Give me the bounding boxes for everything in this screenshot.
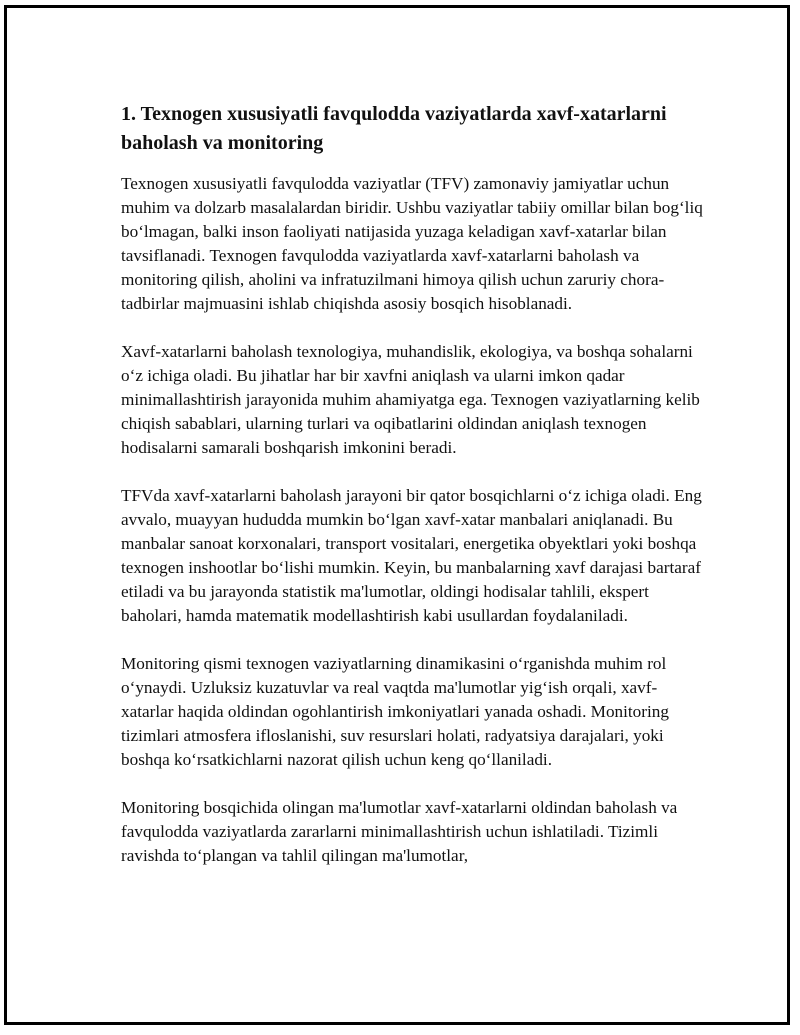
- paragraph-2: Xavf-xatarlarni baholash texnologiya, muhandislik, ekologiya, va boshqa sohalarni o‘z ichiga oladi. Bu jihatlar har bir xavfni aniqlash va ularni imkon qadar minimallashtirish jarayonida muhim ahamiyatga ega. Texnogen vaziyatlarning kelib chiqish sabablari, ularning turlari va oqibatlarini oldindan aniqlash texnogen hodisalarni samarali boshqarish imkonini beradi.: [121, 342, 700, 457]
- paragraph-1: Texnogen xususiyatli favqulodda vaziyatlar (TFV) zamonaviy jamiyatlar uchun muhim va dolzarb masalalardan biridir. Ushbu vaziyatlar tabiiy omillar bilan bog‘liq bo‘lmagan, balki inson faoliyati natijasida yuzaga keladigan xavf-xatarlar bilan tavsiflanadi. Texnogen favqulodda vaziyatlarda xavf-xatarlarni baholash va monitoring qilish, aholini va infratuzilmani himoya qilish uchun zaruriy chora-tadbirlar majmuasini ishlab chiqishda asosiy bosqich hisoblanadi.: [121, 174, 703, 313]
- document-body: [121, 100, 706, 892]
- page-frame: [4, 5, 790, 1025]
- paragraph-5: Monitoring bosqichida olingan ma'lumotlar xavf-xatarlarni oldindan baholash va favqulodda vaziyatlarda zararlarni minimallashtirish uchun ishlatiladi. Tizimli ravishda to‘plangan va tahlil qilingan ma'lumotlar,: [121, 798, 678, 865]
- paragraph-4: Monitoring qismi texnogen vaziyatlarning dinamikasini o‘rganishda muhim rol o‘ynaydi. Uzluksiz kuzatuvlar va real vaqtda ma'lumotlar yig‘ish orqali, xavf-xatarlar haqida oldindan ogohlantirish imkoniyatlari yanada oshadi. Monitoring tizimlari atmosfera ifloslanishi, suv resurslari holati, radyatsiya darajalari, yoki boshqa ko‘rsatkichlarni nazorat qilish uchun keng qo‘llaniladi.: [121, 654, 669, 769]
- document-title: 1. Texnogen xususiyatli favqulodda vaziyatlarda xavf-xatarlarni baholash va monitoring: [121, 103, 667, 154]
- paragraph-3: TFVda xavf-xatarlarni baholash jarayoni bir qator bosqichlarni o‘z ichiga oladi. Eng avvalo, muayyan hududda mumkin bo‘lgan xavf-xatar manbalari aniqlanadi. Bu manbalar sanoat korxonalari, transport vositalari, energetika obyektlari yoki boshqa texnogen inshootlar bo‘lishi mumkin. Keyin, bu manbalarning xavf darajasi bartaraf etiladi va bu jarayonda statistik ma'lumotlar, oldingi hodisalar tahlili, ekspert baholari, hamda matematik modellashtirish kabi usullardan foydalaniladi.: [121, 486, 702, 625]
